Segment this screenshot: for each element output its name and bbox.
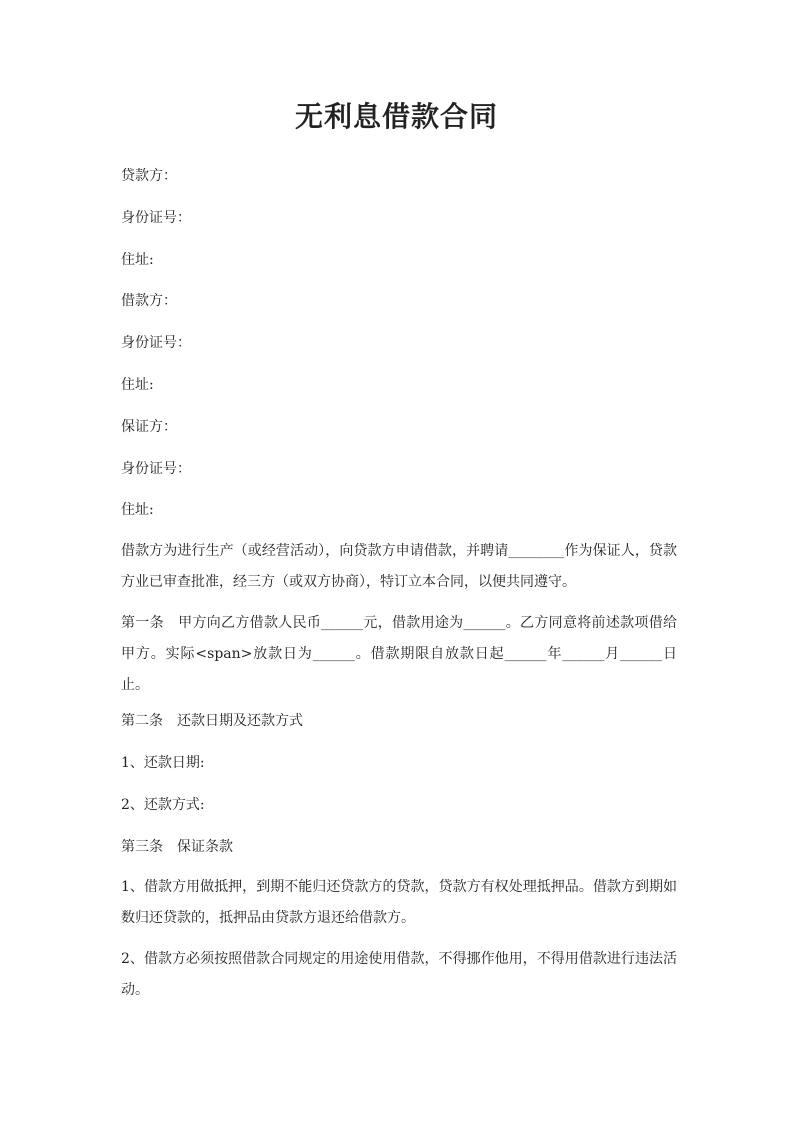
borrower-label: 借款方： (121, 293, 177, 309)
article-2-item-2: 2、还款方式: (121, 797, 205, 813)
lender-id-label: 身份证号： (121, 210, 191, 226)
borrower-address-label: 住址: (121, 377, 154, 393)
document-title: 无利息借款合同 (294, 100, 498, 133)
lender-address-label: 住址: (121, 252, 154, 268)
borrower-id-label: 身份证号： (121, 335, 191, 351)
preamble-paragraph: 借款方为进行生产（或经营活动），向贷款方申请借款，并聘请________作为保证人，贷款方业已审查批准，经三方（或双方协商），特订立本合同，以便共同遵守。 (121, 543, 677, 590)
article-3-item-2: 2、借款方必须按照借款合同规定的用途使用借款，不得挪作他用，不得用借款进行违法活动。 (121, 951, 677, 998)
article-3-item-1: 1、借款方用做抵押，到期不能归还贷款方的贷款，贷款方有权处理抵押品。借款方到期如数归还贷款的，抵押品由贷款方退还给借款方。 (121, 879, 677, 926)
lender-label: 贷款方： (121, 168, 177, 184)
article-1-paragraph: 第一条 甲方向乙方借款人民币______元，借款用途为______。乙方同意将前述款项借给甲方。实际<span>放款日为______。借款期限自放款日起______年______月______日止。 (121, 615, 677, 693)
article-2-heading: 第二条 还款日期及还款方式 (121, 713, 303, 729)
guarantor-label: 保证方： (121, 419, 177, 435)
article-3-heading: 第三条 保证条款 (121, 839, 233, 855)
article-2-item-1: 1、还款日期: (121, 755, 205, 771)
guarantor-id-label: 身份证号： (121, 461, 191, 477)
guarantor-address-label: 住址: (121, 502, 154, 518)
